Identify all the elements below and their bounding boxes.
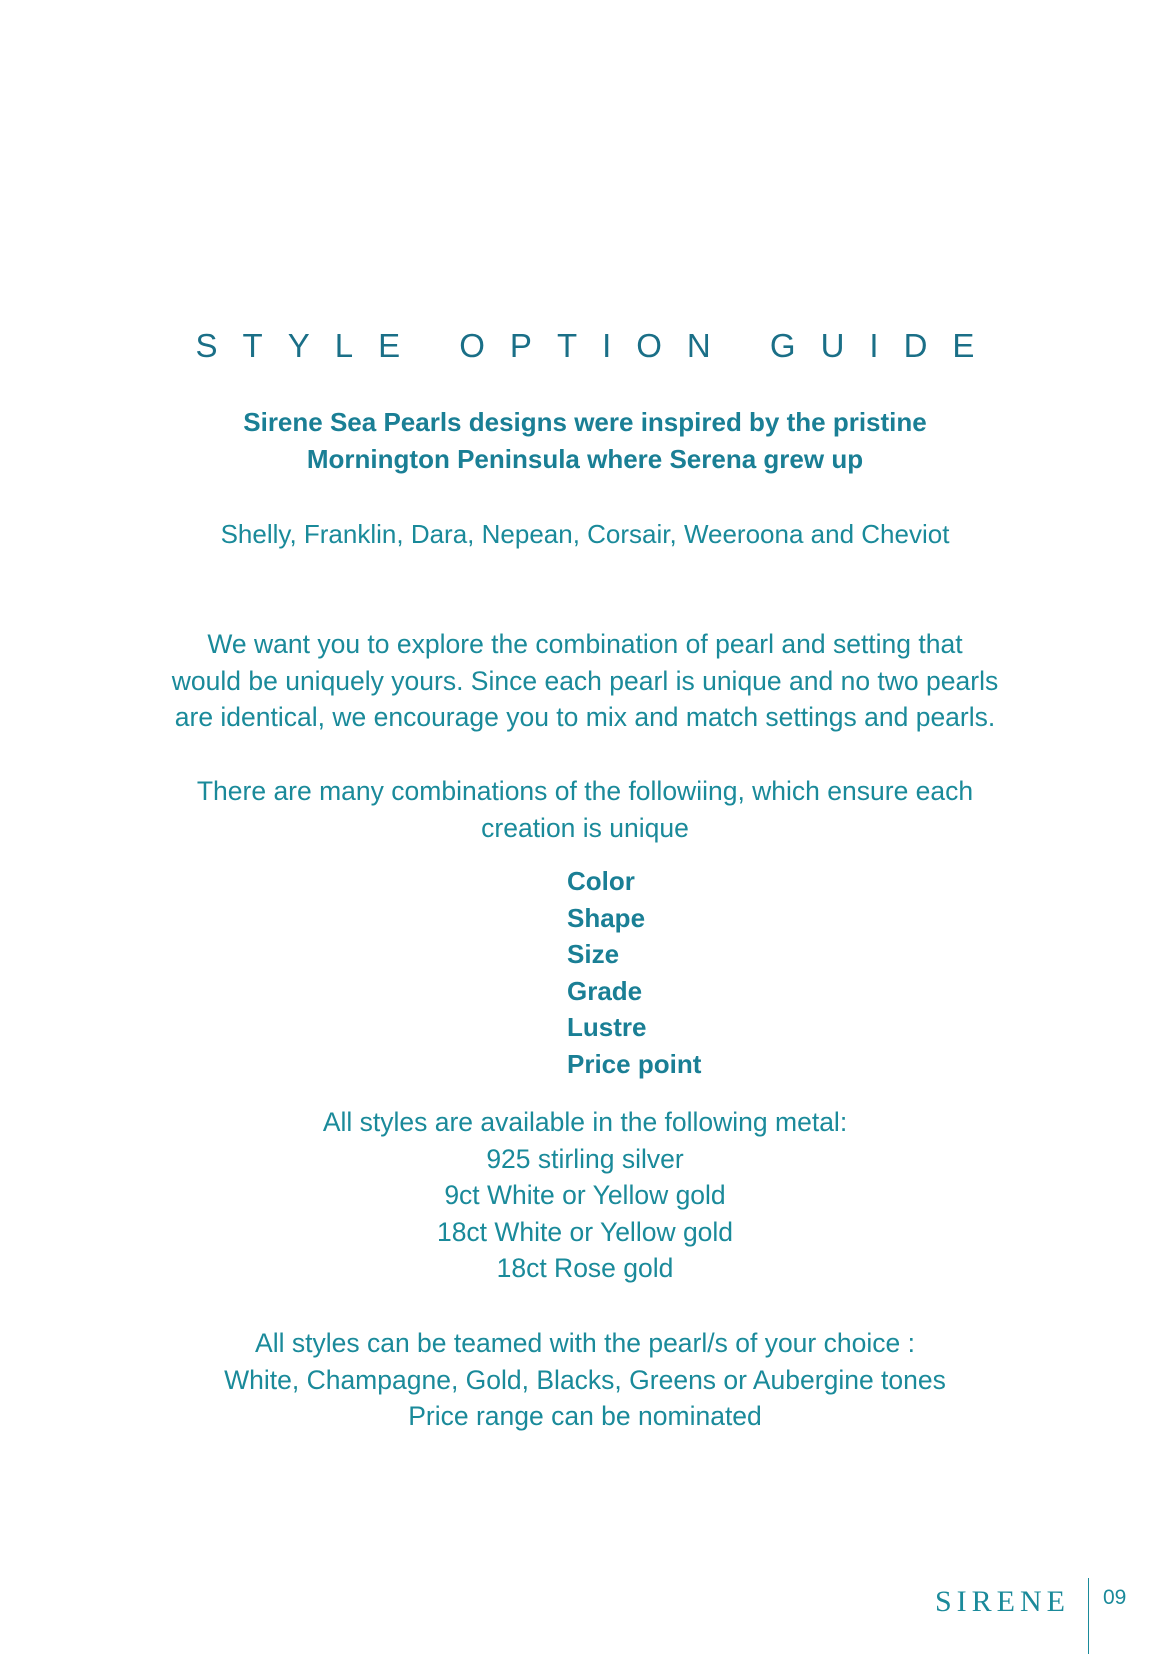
metal-heading: All styles are available in the following metal: (322, 1107, 848, 1137)
paragraph-line: We want you to explore the combination of pearl and setting that (207, 629, 963, 659)
pearl-line: All styles can be teamed with the pearl/s of your choice : (255, 1328, 915, 1358)
page-title: STYLE OPTION GUIDE (195, 327, 1000, 364)
page-number: 09 (1103, 1586, 1127, 1609)
intro-heading (0, 404, 1170, 478)
design-names: Shelly, Franklin, Dara, Nepean, Corsair, Weeroona and Cheviot (220, 519, 950, 549)
intro-line: Sirene Sea Pearls designs were inspired by the pristine (243, 407, 927, 437)
paragraph-line: There are many combinations of the followiing, which ensure each (196, 776, 974, 806)
metal-item: 18ct Rose gold (496, 1253, 674, 1283)
attribute-list (567, 863, 701, 1083)
attribute-item: Lustre (567, 1012, 647, 1043)
attribute-item: Shape (567, 902, 646, 933)
explore-paragraph (0, 626, 1170, 736)
pearl-line: Price range can be nominated (408, 1401, 762, 1431)
paragraph-line: would be uniquely yours. Since each pearl is unique and no two pearls (171, 665, 999, 696)
attribute-item: Size (567, 939, 620, 970)
attribute-item: Color (567, 866, 635, 896)
brand-logo: SIRENE (935, 1585, 1070, 1618)
metal-item: 9ct White or Yellow gold (444, 1180, 726, 1210)
paragraph-line: are identical, we encourage you to mix and match settings and pearls. (174, 702, 996, 732)
combinations-paragraph (0, 773, 1170, 846)
paragraph-line: creation is unique (481, 812, 689, 843)
pearl-section (0, 1325, 1170, 1435)
metal-section (0, 1104, 1170, 1287)
attribute-item: Grade (567, 975, 643, 1006)
footer-divider (1088, 1578, 1089, 1654)
pearl-line: White, Champagne, Gold, Blacks, Greens or Aubergine tones (224, 1364, 946, 1395)
intro-line: Mornington Peninsula where Serena grew up (306, 444, 864, 474)
attribute-item: Price point (567, 1048, 702, 1079)
metal-item: 925 stirling silver (486, 1143, 684, 1174)
metal-item: 18ct White or Yellow gold (436, 1216, 734, 1247)
